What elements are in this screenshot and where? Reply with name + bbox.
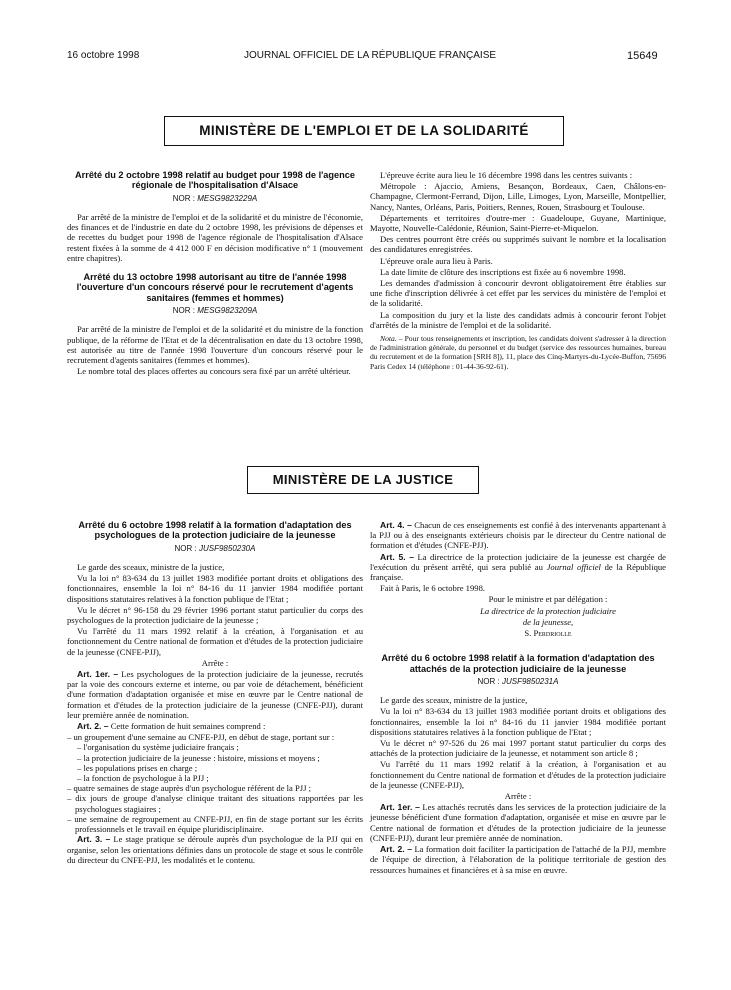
paragraph: Vu la loi n° 83-634 du 13 juillet 1983 modifiée portant droits et obligations des fonctionnaires, ensemble la loi n° 84-16 du 11 janvier 1984 modifiée portant dispositions statutaires relatives à la fonction publique de l'Etat ; xyxy=(370,706,666,737)
journal-title: JOURNAL OFFICIEL DE LA RÉPUBLIQUE FRANÇAISE xyxy=(243,50,497,61)
decree-title: Arrêté du 6 octobre 1998 relatif à la formation d'adaptation des psychologues de la protection judiciaire de la jeunesse xyxy=(78,520,352,541)
paragraph: La composition du jury et la liste des candidats admis à concourir feront l'objet d'arrêtés de la ministre de l'emploi et de la solidarité. xyxy=(370,309,666,330)
signature-line: de la jeunesse, xyxy=(522,616,574,627)
page-number: 15649 xyxy=(627,50,658,62)
paragraph: Le nombre total des places offertes au concours sera fixé par un arrêté ultérieur. xyxy=(77,366,351,377)
paragraph: La date limite de clôture des inscriptions est fixée au 6 novembre 1998. xyxy=(380,266,626,277)
lower-right-column xyxy=(370,520,666,876)
article-5: Art. 5. – La directrice de la protection judiciaire de la jeunesse est chargée de l'exécution du présent arrêté, qui sera publié au Journal officiel de la République française. xyxy=(370,551,666,583)
paragraph: Par arrêté de la ministre de l'emploi et de la solidarité et du ministre de l'économie, des finances et de l'industrie en date du 2 octobre 1998, les prévisions de dépenses et de recettes du budget pour 1998 de l'agence régionale de l'hospitalisation d'Alsace restent fixées à la somme de 4 412 000 F en décision modificative n° 1 (mouvement entre chapitres). xyxy=(67,212,363,263)
arrete-heading: Arrête : xyxy=(504,791,532,802)
paragraph: Des centres pourront être créés ou supprimés suivant le nombre et la localisation des candidatures enregistrées. xyxy=(370,234,666,255)
nor-reference: NOR : MESG9823209A xyxy=(172,306,258,316)
article-2: Art. 2. – Cette formation de huit semaines comprend : xyxy=(77,721,266,732)
paragraph: L'épreuve écrite aura lieu le 16 décembre 1998 dans les centres suivants : xyxy=(380,170,633,180)
list-item: – quatre semaines de stage auprès d'un psychologue référent de la PJJ ; xyxy=(67,783,312,794)
decree-title: Arrêté du 13 octobre 1998 autorisant au titre de l'année 1998 l'ouverture d'un concours réservé pour le recrutement d'agents sanitaires (femmes et hommes) xyxy=(76,272,354,303)
paragraph: Par arrêté de la ministre de l'emploi et de la solidarité et du ministre de la fonction publique, de la réforme de l'Etat et de la décentralisation en date du 13 octobre 1998, est autorisée au titre de l'année 1998 l'ouverture d'un concours réservé pour le recrutement d'agents sanitaires (femmes et hommes). xyxy=(67,324,363,366)
list-item: – les populations prises en charge ; xyxy=(77,762,198,773)
ministry-banner-justice: MINISTÈRE DE LA JUSTICE xyxy=(247,466,479,494)
nor-reference: NOR : JUSF9850230A xyxy=(174,543,256,553)
lower-left-column xyxy=(67,520,363,866)
article-4: Art. 4. – Chacun de ces enseignements est confié à des intervenants appartenant à la PJJ ou à des enseignants extérieurs choisis par le directeur du Centre national de formation et d'études (CNFE-PJJ). xyxy=(370,520,666,551)
signature-place-date: Fait à Paris, le 6 octobre 1998. xyxy=(380,583,486,594)
article-1: Art. 1er. – Les psychologues de la protection judiciaire de la jeunesse, recrutés par la voie des concours externe et interne, ou par voie de détachement, bénéficient d'une formation d'adaptation organisée et mise en œuvre par le Centre national de formation et d'études de la protection judiciaire de la jeunesse (CNFE-PJJ), durant leur première année de nomination. xyxy=(67,669,364,720)
list-item: – la fonction de psychologue à la PJJ ; xyxy=(77,773,209,784)
paragraph: Le garde des sceaux, ministre de la justice, xyxy=(380,695,528,706)
signature-line: Pour le ministre et par délégation : xyxy=(488,594,608,605)
paragraph: Vu la loi n° 83-634 du 13 juillet 1983 modifiée portant droits et obligations des fonctionnaires, ensemble la loi n° 84-16 du 11 janvier 1984 modifiée portant dispositions statutaires relatives à la fonction publique de l'Etat ; xyxy=(67,573,363,604)
paragraph: Vu l'arrêté du 11 mars 1992 relatif à la création, à l'organisation et au fonctionnement du Centre national de formation et d'études de la protection judiciaire de la jeunesse (CNFE-PJJ), xyxy=(67,626,363,657)
list-item: – une semaine de regroupement au CNFE-PJJ, en fin de stage portant sur les écrits professionnels et le travail en équipe pluridisciplinaire. xyxy=(67,813,363,835)
signatory-name: S. Perdriolle xyxy=(524,628,572,639)
nota-paragraph: Nota. – Pour tous renseignements et inscription, les candidats doivent s'adresser à la direction de l'administration générale, du personnel et du budget (service des ressources humaines, bureau du recrutement et de la formation [SRH 8]), 11, place des Cinq-Martyrs-du-Lycée-Buffon, 75696 Paris Cedex 14 (téléphone : 01-44-36-92-61). xyxy=(370,334,666,371)
list-item: – dix jours de groupe d'analyse clinique traitant des situations rapportées par les psychologues stagiaires ; xyxy=(67,793,363,814)
list-item: – la protection judiciaire de la jeunesse : histoire, missions et moyens ; xyxy=(77,752,320,763)
article-1: Art. 1er. – Les attachés recrutés dans les services de la protection judiciaire de la jeunesse bénéficient d'une formation d'adaptation, organisée et mise en œuvre par le Centre national de formation et d'études de la protection judiciaire de la jeunesse (CNFE-PJJ), durant leur première année de nomination. xyxy=(370,802,666,843)
decree-title: Arrêté du 6 octobre 1998 relatif à la formation d'adaptation des attachés de la protection judiciaire de la jeunesse xyxy=(381,653,655,674)
paragraph: Vu l'arrêté du 11 mars 1992 relatif à la création, à l'organisation et au fonctionnement du Centre national de formation et d'études de la protection judiciaire de la jeunesse (CNFE-PJJ), xyxy=(370,759,666,790)
paragraph: Départements et territoires d'outre-mer : Guadeloupe, Guyane, Martinique, Mayotte, Nouvelle-Calédonie, Réunion, Saint-Pierre-et-Miquelon. xyxy=(370,212,666,234)
nor-reference: NOR : MESG9823229A xyxy=(172,193,258,203)
arrete-heading: Arrête : xyxy=(201,657,229,668)
list-item: – l'organisation du système judiciaire français ; xyxy=(77,742,239,753)
signature-line: La directrice de la protection judiciaire xyxy=(480,605,616,616)
training-list xyxy=(67,783,363,834)
ministry-banner-emploi: MINISTÈRE DE L'EMPLOI ET DE LA SOLIDARITÉ xyxy=(164,116,564,146)
article-2: Art. 2. – La formation doit faciliter la participation de l'attaché de la PJJ, membre de l'équipe de direction, à l'élaboration de la politique territoriale de gestion des ressources humaines et financières et à sa mise en œuvre. xyxy=(370,844,666,875)
nor-reference: NOR : JUSF9850231A xyxy=(477,677,559,687)
list-item: – un groupement d'une semaine au CNFE-PJJ, en début de stage, portant sur : xyxy=(67,732,335,743)
article-3: Art. 3. – Le stage pratique se déroule auprès d'un psychologue de la PJJ qui en organise, selon les orientations définies dans un protocole de stage et sous le contrôle du directeur du CNFE-PJJ, les modalités et le contenu. xyxy=(67,834,363,865)
decree-title: Arrêté du 2 octobre 1998 relatif au budget pour 1998 de l'agence régionale de l'hospitalisation d'Alsace xyxy=(75,170,355,191)
paragraph: Vu le décret n° 97-526 du 26 mai 1997 portant statut particulier du corps des attachés de la protection judiciaire de la jeunesse, et notamment son article 8 ; xyxy=(370,738,666,759)
training-list xyxy=(67,732,363,742)
paragraph: Les demandes d'admission à concourir devront obligatoirement être établies sur une fiche d'inscription délivrée à cet effet par les services du ministère de l'emploi et de la solidarité. xyxy=(370,278,666,309)
paragraph: Le garde des sceaux, ministre de la justice, xyxy=(77,562,225,573)
page-date: 16 octobre 1998 xyxy=(67,50,140,61)
upper-right-column xyxy=(370,170,666,372)
paragraph: L'épreuve orale aura lieu à Paris. xyxy=(380,255,493,266)
paragraph: Métropole : Ajaccio, Amiens, Besançon, Bordeaux, Caen, Châlons-en-Champagne, Clermont-Ferrand, Dijon, Lille, Limoges, Lyon, Marseille, Montpellier, Nancy, Nantes, Orléans, Paris, Poitiers, Rennes, Rouen, Strasbourg et Toulouse. xyxy=(370,181,666,212)
training-sublist xyxy=(67,742,363,783)
paragraph: Vu le décret n° 96-158 du 29 février 1996 portant statut particulier du corps des psychologues de la protection judiciaire de la jeunesse ; xyxy=(67,604,363,626)
upper-left-column xyxy=(67,170,363,377)
